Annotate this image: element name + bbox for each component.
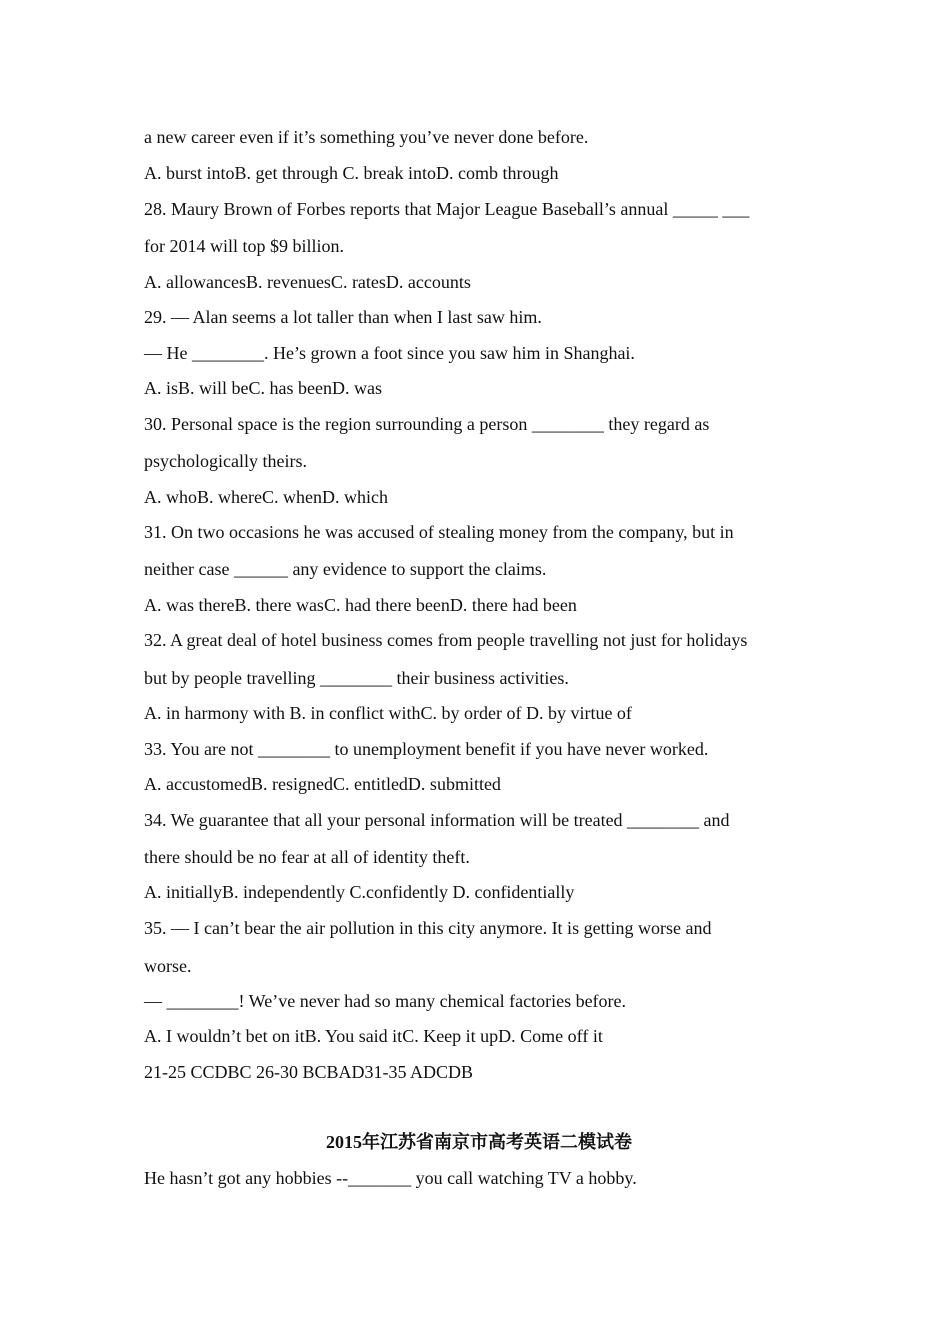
question-28: 28. Maury Brown of Forbes reports that Major League Baseball’s annual _____ ___ bbox=[144, 199, 750, 219]
question-29: 29. — Alan seems a lot taller than when I last saw him. bbox=[144, 307, 542, 327]
text-line: — ________! We’ve never had so many chemical factories before. bbox=[144, 991, 627, 1011]
text-line: psychologically theirs. bbox=[144, 451, 307, 471]
question-34: 34. We guarantee that all your personal information will be treated ________ and bbox=[144, 810, 730, 830]
answer-options: A. allowancesB. revenuesC. ratesD. accounts bbox=[144, 272, 471, 292]
text-line: — He ________. He’s grown a foot since you saw him in Shanghai. bbox=[144, 343, 635, 363]
answer-options: A. in harmony with B. in conflict withC. by order of D. by virtue of bbox=[144, 703, 632, 723]
text-line: worse. bbox=[144, 956, 192, 976]
text-line: for 2014 will top $9 billion. bbox=[144, 236, 344, 256]
question-32: 32. A great deal of hotel business comes from people travelling not just for holidays bbox=[144, 630, 748, 650]
question-33: 33. You are not ________ to unemployment benefit if you have never worked. bbox=[144, 739, 709, 759]
text-line: there should be no fear at all of identity theft. bbox=[144, 847, 470, 867]
text-line: neither case ______ any evidence to support the claims. bbox=[144, 559, 547, 579]
answer-options: A. I wouldn’t bet on itB. You said itC. Keep it upD. Come off it bbox=[144, 1026, 603, 1046]
question-31: 31. On two occasions he was accused of stealing money from the company, but in bbox=[144, 522, 734, 542]
text-line: a new career even if it’s something you’ve never done before. bbox=[144, 127, 589, 147]
question-30: 30. Personal space is the region surrounding a person ________ they regard as bbox=[144, 414, 710, 434]
text-line: but by people travelling ________ their business activities. bbox=[144, 668, 569, 688]
section-title: 2015年江苏省南京市高考英语二模试卷 bbox=[326, 1132, 632, 1152]
answer-options: A. isB. will beC. has beenD. was bbox=[144, 378, 382, 398]
answer-options: A. burst intoB. get through C. break intoD. comb through bbox=[144, 163, 559, 183]
answer-options: A. accustomedB. resignedC. entitledD. submitted bbox=[144, 774, 501, 794]
answer-options: A. initiallyB. independently C.confidently D. confidentially bbox=[144, 882, 575, 902]
answer-options: A. whoB. whereC. whenD. which bbox=[144, 487, 388, 507]
answer-key: 21-25 CCDBC 26-30 BCBAD31-35 ADCDB bbox=[144, 1062, 474, 1082]
text-line: He hasn’t got any hobbies --_______ you call watching TV a hobby. bbox=[144, 1168, 637, 1188]
question-35: 35. — I can’t bear the air pollution in this city anymore. It is getting worse and bbox=[144, 918, 712, 938]
answer-options: A. was thereB. there wasC. had there beenD. there had been bbox=[144, 595, 577, 615]
